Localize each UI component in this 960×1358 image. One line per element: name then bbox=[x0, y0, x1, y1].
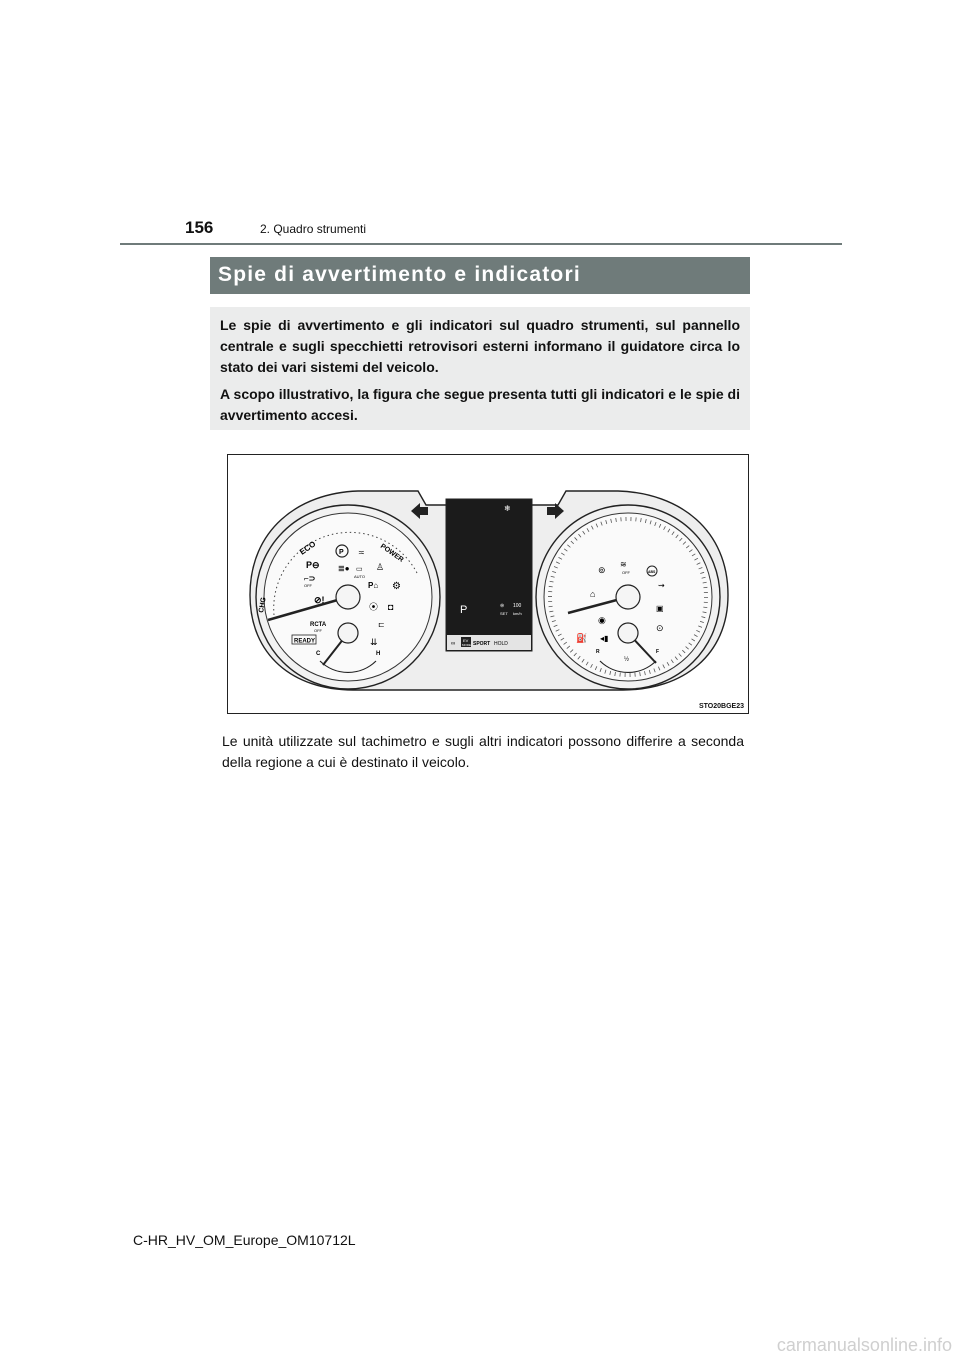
park-assist-icon: P⌂ bbox=[368, 581, 379, 590]
airbag-icon: ⚙ bbox=[392, 581, 401, 592]
vsc-off-icon: ≋ bbox=[620, 560, 627, 569]
ice-warning-icon: ❄ bbox=[504, 504, 511, 513]
fuel-full-label: F bbox=[656, 649, 660, 655]
seatbelt-passenger-icon: ≍ bbox=[358, 548, 365, 557]
fuel-half-label: ½ bbox=[624, 657, 630, 663]
temp-hub bbox=[338, 623, 358, 643]
page-number: 156 bbox=[185, 218, 214, 237]
power-steering-icon: ⊘! bbox=[314, 595, 325, 605]
temp-cold-label: C bbox=[316, 651, 321, 657]
title-bar bbox=[210, 257, 750, 294]
svg-text:ABS: ABS bbox=[648, 570, 656, 574]
fuel-hub bbox=[618, 623, 638, 643]
sport-label: SPORT bbox=[473, 641, 491, 647]
front-fog-icon: ⦿ bbox=[369, 602, 379, 612]
auto-highbeam-icon: ▭ bbox=[356, 566, 363, 573]
intro-paragraph-1: Le spie di avvertimento e gli indicatori sul quadro strumenti, sul pannello centrale e sugli specchietti retrovisori esterni informano il guidatore circa lo stato dei vari sistemi del veicolo. bbox=[220, 317, 740, 375]
seatbelt-icon: ♙ bbox=[376, 562, 385, 572]
page-title: Spie di avvertimento e indicatori bbox=[218, 263, 581, 286]
svg-text:OFF: OFF bbox=[314, 628, 322, 633]
temp-hot-label: H bbox=[376, 651, 381, 657]
set-label: SET bbox=[500, 611, 508, 616]
svg-text:MODE: MODE bbox=[462, 643, 471, 647]
svg-text:OFF: OFF bbox=[622, 570, 630, 575]
oil-pressure-icon: ◉ bbox=[598, 615, 606, 625]
eco-label: ECO bbox=[297, 539, 318, 557]
instrument-cluster-figure bbox=[227, 454, 749, 714]
section-title: 2. Quadro strumenti bbox=[260, 222, 367, 236]
fuel-icon: ⛽ bbox=[576, 633, 588, 643]
low-fuel-icon: ◂▮ bbox=[600, 634, 609, 643]
eco-drive-icon: ∞ bbox=[451, 641, 456, 647]
cruise-icon: ⊜ bbox=[500, 603, 505, 609]
ready-label: READY bbox=[294, 638, 316, 645]
chg-label: CHG bbox=[258, 596, 268, 614]
header-rule bbox=[120, 243, 842, 245]
brake-warning-icon: ⊚ bbox=[598, 565, 606, 575]
rear-fog-icon: ◘ bbox=[388, 602, 394, 612]
right-gauge bbox=[536, 505, 720, 689]
left-hub bbox=[336, 585, 360, 609]
multi-info-display bbox=[446, 499, 532, 651]
right-hub bbox=[616, 585, 640, 609]
pcs-icon: ⌐⊃ bbox=[304, 574, 316, 583]
fuel-empty-label: R bbox=[596, 649, 600, 655]
lane-departure-icon: ⊏ bbox=[378, 620, 385, 629]
figure-code: STO20BGE23 bbox=[698, 703, 744, 710]
intro-paragraph-2: A scopo illustrativo, la figura che segue presenta tutti gli indicatori e le spie di avvertimento accesi. bbox=[220, 386, 740, 423]
hold-label: HOLD bbox=[494, 641, 508, 647]
speed-set-value: 100 bbox=[513, 603, 522, 609]
watermark: carmanualsonline.info bbox=[776, 1335, 952, 1355]
svg-text:OFF: OFF bbox=[304, 583, 312, 588]
svg-text:P: P bbox=[339, 549, 344, 556]
left-gauge bbox=[256, 505, 440, 689]
power-label: POWER bbox=[378, 542, 405, 564]
slip-indicator-icon: ⇝ bbox=[658, 581, 665, 590]
unit-label: km/h bbox=[513, 611, 522, 616]
rcta-label: RCTA bbox=[310, 622, 327, 628]
svg-text:AUTO: AUTO bbox=[354, 574, 366, 579]
coolant-temp-icon: ⇊ bbox=[370, 637, 378, 647]
intro-box bbox=[210, 307, 750, 430]
units-note: Le unità utilizzate sul tachimetro e sugli altri indicatori possono differire a seconda della regione a cui è destinato il veicolo. bbox=[222, 733, 744, 770]
ev-label: EV bbox=[463, 638, 469, 643]
tire-pressure-icon: ⊙ bbox=[656, 623, 664, 633]
auto-park-icon: P⊖ bbox=[306, 560, 320, 570]
gear-indicator: P bbox=[460, 604, 468, 616]
slip-off-icon: ▣ bbox=[656, 604, 664, 613]
headlight-icon: ≣● bbox=[338, 564, 350, 573]
check-engine-icon: ⌂ bbox=[590, 589, 596, 599]
cluster-illustration bbox=[228, 455, 748, 713]
document-footer: C-HR_HV_OM_Europe_OM10712L bbox=[133, 1232, 356, 1248]
